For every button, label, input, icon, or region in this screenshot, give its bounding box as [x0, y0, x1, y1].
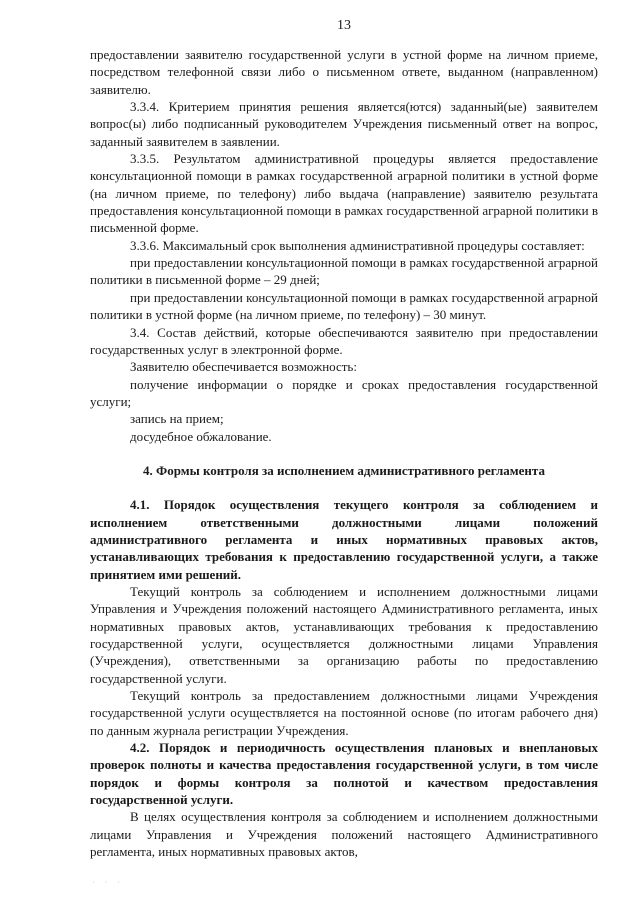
list-item-appeal: досудебное обжалование.	[130, 428, 272, 444]
paragraph-current-control-basis: Текущий контроль за предоставлением должностными лицами Учреждения государственной услуги осуществляется на постоянной основе (по итогам рабочего дня) по данным журнала регистрации Учреждения.	[90, 688, 598, 738]
paragraph-continuation: предоставлении заявителю государственной услуги в устной форме на личном приеме, посредством телефонной связи либо о письменном ответе, выданном (направленном) заявителю.	[90, 47, 598, 97]
document-body	[90, 46, 598, 860]
paragraph-3-3-6: 3.3.6. Максимальный срок выполнения административной процедуры составляет:	[130, 237, 585, 253]
paragraph-applicant-options: Заявителю обеспечивается возможность:	[130, 359, 357, 375]
section-4-heading: 4. Формы контроля за исполнением административного регламента	[143, 462, 545, 478]
page-number: 13	[337, 18, 351, 33]
paragraph-written-form-term: при предоставлении консультационной помощи в рамках государственной аграрной политики в письменной форме – 29 дней;	[90, 255, 598, 288]
subsection-4-1-title: 4.1. Порядок осуществления текущего контроля за соблюдением и исполнением ответственными должностными лицами положений административного регламента и иных нормативных правовых актов, устанавливающих требования к предоставлению государственной услуги, а также принятием ими решений.	[90, 497, 598, 582]
paragraph-control-purpose: В целях осуществления контроля за соблюдением и исполнением должностными лицами Управления и Учреждения положений настоящего Административного регламента, иных нормативных правовых актов,	[90, 809, 598, 860]
scan-artifact: · · ·	[92, 878, 124, 887]
paragraph-3-3-5: 3.3.5. Результатом административной процедуры является предоставление консультационной помощи в рамках государственной аграрной политики в устной форме (на личном приеме, по телефону) либо выдача (направление) заявителю результата предоставления консультационной помощи в рамках государственной аграрной политики в письменной форме.	[90, 151, 598, 236]
list-item-info: получение информации о порядке и сроках предоставления государственной услуги;	[90, 376, 598, 409]
subsection-4-2-title: 4.2. Порядок и периодичность осуществления плановых и внеплановых проверок полноты и качества предоставления государственной услуги, в том числе порядок и формы контроля за полнотой и качеством предоставления государственной услуги.	[90, 740, 598, 808]
paragraph-3-3-4: 3.3.4. Критерием принятия решения является(ются) заданный(ые) заявителем вопрос(ы) либо подписанный руководителем Учреждения письменный ответ на вопрос, заданный заявителем в заявлении.	[90, 99, 598, 149]
paragraph-3-4: 3.4. Состав действий, которые обеспечиваются заявителю при предоставлении государственных услуг в электронной форме.	[90, 324, 598, 357]
document-page	[90, 0, 598, 905]
paragraph-current-control: Текущий контроль за соблюдением и исполнением должностными лицами Управления и Учреждения положений настоящего Административного регламента, иных нормативных правовых актов, устанавливающих требования к предоставлению государственной услуги, осуществляется должностными лицами Управления (Учреждения), ответственными за организацию работы по предоставлению государственной услуги.	[90, 583, 598, 686]
list-item-appointment: запись на прием;	[130, 411, 224, 427]
paragraph-oral-form-term: при предоставлении консультационной помощи в рамках государственной аграрной политики в устной форме (на личном приеме, по телефону) – 30 минут.	[90, 289, 598, 323]
